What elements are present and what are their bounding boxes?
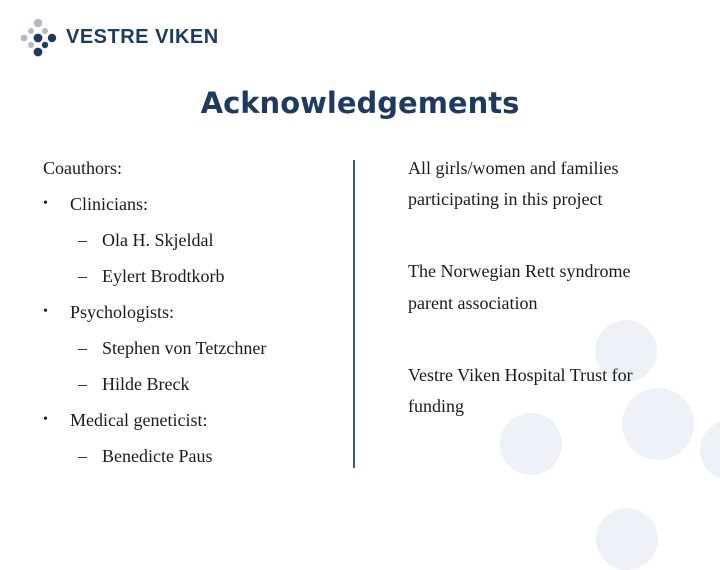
dash-icon: –: [78, 338, 87, 358]
dash-icon: –: [78, 230, 87, 250]
ack-line: All girls/women and families: [408, 158, 619, 178]
logo-dots-icon: [18, 18, 62, 58]
ack-line: Vestre Viken Hospital Trust for: [408, 365, 633, 385]
ack-line: participating in this project: [408, 189, 603, 209]
decor-circle: [700, 420, 720, 480]
person-name: Eylert Brodtkorb: [102, 266, 225, 286]
person-name: Stephen von Tetzchner: [102, 338, 267, 358]
logo-text: VESTRE VIKEN: [66, 26, 219, 48]
column-divider: [353, 160, 355, 468]
dash-icon: –: [78, 446, 87, 466]
decor-circle: [622, 388, 694, 460]
person-name: Ola H. Skjeldal: [102, 230, 214, 250]
bullet-icon: •: [43, 412, 48, 427]
ack-line: The Norwegian Rett syndrome: [408, 261, 631, 281]
dash-icon: –: [78, 374, 87, 394]
group-label-medical-geneticist: Medical geneticist:: [70, 410, 208, 430]
coauthors-heading: Coauthors:: [43, 158, 122, 178]
ack-line: parent association: [408, 293, 538, 313]
bullet-icon: •: [43, 304, 48, 319]
decor-circle: [596, 508, 658, 570]
person-name: Benedicte Paus: [102, 446, 213, 466]
ack-line: funding: [408, 396, 464, 416]
decor-circle: [500, 413, 562, 475]
person-name: Hilde Breck: [102, 374, 190, 394]
group-label-psychologists: Psychologists:: [70, 302, 175, 322]
dash-icon: –: [78, 266, 87, 286]
page-title: Acknowledgements: [200, 86, 520, 120]
group-label-clinicians: Clinicians:: [70, 194, 148, 214]
bullet-icon: •: [43, 196, 48, 211]
